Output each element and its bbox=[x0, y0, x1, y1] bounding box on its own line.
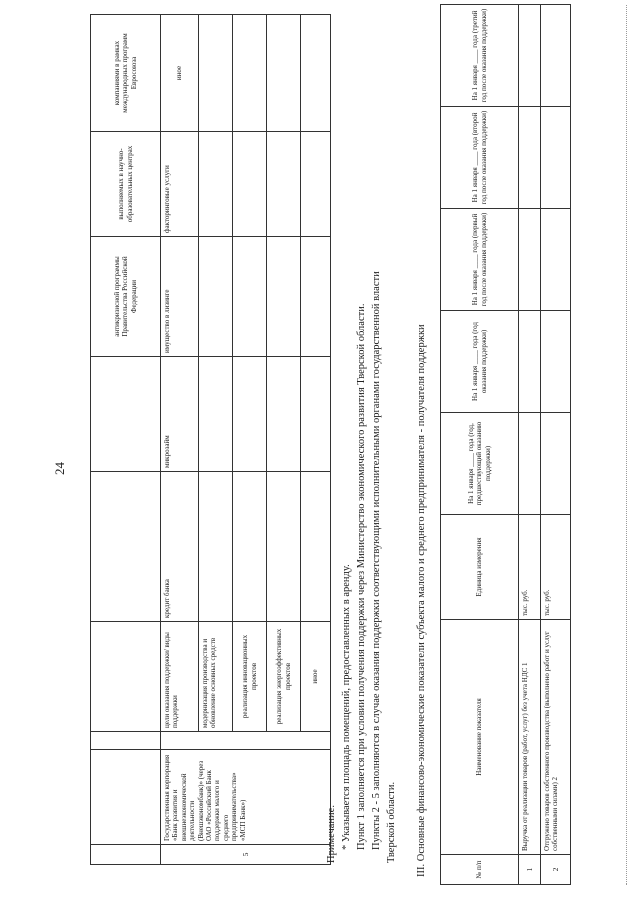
header-anticrisis: антикризисной программы Правительства Российской Федерации bbox=[91, 237, 161, 357]
indicator-name: Отгружено товаров собственного производства (выполнено работ и услуг собственными силами) 2 bbox=[541, 620, 571, 855]
header-unit: Единица измерения bbox=[441, 515, 519, 620]
section-title: III. Основные финансово-экономические показатели субъекта малого и среднего предпринимателя - получателя поддержки bbox=[416, 324, 427, 877]
purpose-item: реализация инновационных проектов bbox=[233, 622, 267, 732]
row-number: 5 bbox=[161, 845, 331, 865]
note-heading: Примечание. bbox=[326, 805, 337, 863]
indicator-name: Выручка от реализации товаров (работ, услуг) без учета НДС 1 bbox=[519, 620, 541, 855]
row-number: 1 bbox=[519, 855, 541, 885]
indicator-unit: тыс. руб. bbox=[519, 515, 541, 620]
header-eu-programs: компаниями в рамках международных программ Евросоюза bbox=[91, 15, 161, 132]
cell-microloan: микрозайм bbox=[161, 357, 199, 472]
support-table bbox=[90, 14, 331, 865]
header-research-centers: выполняемых в научно-образовательных центрах bbox=[91, 132, 161, 237]
indicators-table bbox=[440, 4, 571, 885]
organization-name: Государственная корпорация «Банк развития и внешнеэкономической деятельности (Внешэкономбанк)» (через ОАО «Российский Банк поддержки малого и среднего предпринимательства» «МСП Банк») bbox=[161, 750, 331, 845]
note-line-3-cont: Тверской области. bbox=[386, 781, 397, 863]
header-year-before: На 1 января ____ года (год, предшествующий оказанию поддержки) bbox=[441, 413, 519, 515]
cell-leasing: имущество в лизинге bbox=[161, 237, 199, 357]
header-year-2-after: На 1 января ____ года (второй год после оказания поддержки) bbox=[441, 107, 519, 209]
note-line-2: Пункт 1 заполняется при условии получения поддержки через Министерство экономического развития Тверской области. bbox=[356, 303, 367, 850]
purpose-item: модернизация производства и обновление основных средств bbox=[199, 622, 233, 732]
purpose-item: цели оказания поддержки/ виды поддержки bbox=[161, 622, 199, 732]
header-indicator-name: Наименование показателя bbox=[441, 620, 519, 855]
page-edge-line bbox=[626, 5, 627, 885]
header-number: № п/п bbox=[441, 855, 519, 885]
purpose-item: иное bbox=[301, 622, 331, 732]
purpose-item: реализация энергоэффективных проектов bbox=[267, 622, 301, 732]
cell-other: иное bbox=[161, 15, 199, 132]
row-number: 2 bbox=[541, 855, 571, 885]
note-line-1: * Указывается площадь помещений, предоставленных в аренду. bbox=[341, 564, 352, 850]
cell-factoring: факторинговые услуги bbox=[161, 132, 199, 237]
page-number: 24 bbox=[52, 462, 67, 475]
header-support-year: На 1 января ____ года (год оказания поддержки) bbox=[441, 311, 519, 413]
indicator-unit: тыс. руб. bbox=[541, 515, 571, 620]
cell-bank-credit: кредит банка bbox=[161, 472, 199, 622]
header-year-3-after: На 1 января ____ года (третий год после оказания поддержки) bbox=[441, 5, 519, 107]
header-year-1-after: На 1 января ____ года (первый год после оказания поддержки) bbox=[441, 209, 519, 311]
note-line-3: Пункты 2 - 5 заполняются в случае оказания поддержки соответствующими исполнительными органами государственной власти bbox=[371, 271, 382, 850]
